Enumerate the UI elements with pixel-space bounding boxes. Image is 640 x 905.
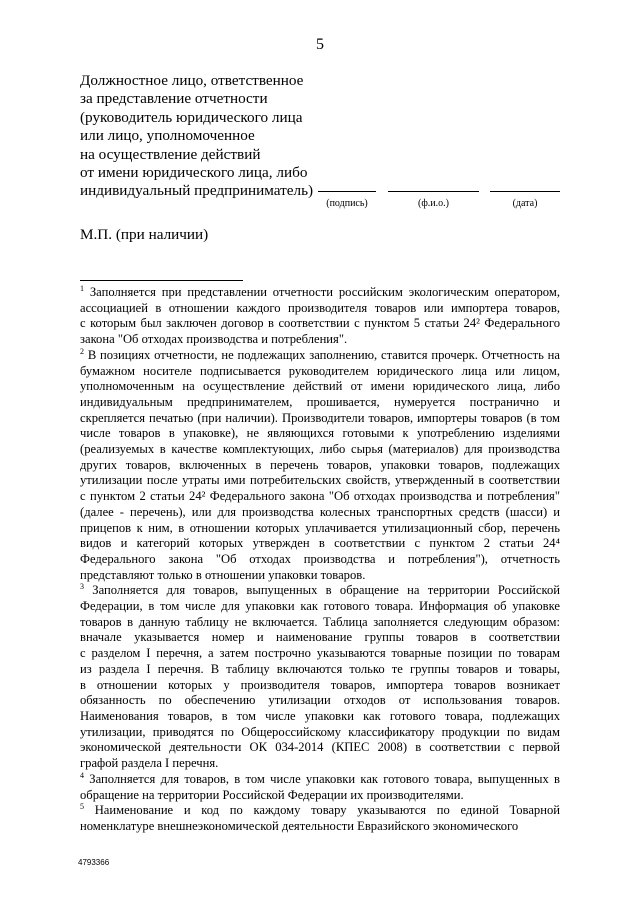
- footnote-line: утилизации, приводятся по Общероссийскому классификатору продукции по видам: [80, 724, 560, 739]
- footnote-4: [80, 772, 560, 803]
- footnote-mark: 5: [80, 802, 84, 812]
- signature-label: (подпись): [326, 198, 368, 209]
- footnote-line: [80, 583, 560, 599]
- footnote-line: из раздела I перечня. В таблицу включаются только те группы товаров и товары,: [80, 661, 560, 676]
- official-line: Должностное лицо, ответственное: [80, 72, 304, 89]
- document-id: 4793366: [78, 858, 110, 867]
- footnotes: [80, 285, 560, 835]
- footnote-line: [80, 285, 560, 301]
- official-line: (руководитель юридического лица: [80, 108, 303, 126]
- footnote-line: Федерации, в том числе для упаковки как готового товара. Информация об упаковке: [80, 599, 560, 614]
- footnote-line: [80, 803, 560, 819]
- footnote-line: графой раздела I перечня.: [80, 756, 219, 771]
- footnote-text: Заполняется при представлении отчетности российским экологическим оператором,: [89, 285, 560, 299]
- responsible-official-block: [80, 72, 340, 201]
- footnote-line: с разделом I перечня, а затем построчно указываются товарные позиции по товарам: [80, 646, 560, 661]
- footnote-line: Наименования товаров, в том числе упаковки как готового товара, подлежащих: [80, 708, 560, 723]
- footnote-line: (реализуемых в качестве комплектующих, либо сырья (материалов) для производства: [80, 442, 560, 457]
- footnote-mark: 1: [80, 283, 84, 293]
- official-line: или лицо, уполномоченное: [80, 127, 255, 145]
- footnote-line: [80, 772, 560, 788]
- footnote-line: скрепляется печатью (при наличии). Производители товаров, импортеры товаров (в том: [80, 410, 560, 425]
- footnote-mark: 3: [80, 582, 84, 592]
- footnote-line: (далее - перечень), или для производства колесных транспортных средств (шасси) и: [80, 504, 560, 519]
- footnote-line: индивидуальным предпринимателем, прошивается, нумеруется постранично и: [80, 394, 560, 409]
- footnote-line: других товаров, включенных в перечень товаров, упаковки товаров, подлежащих: [80, 457, 560, 472]
- footnote-1: [80, 285, 560, 348]
- date-label: (дата): [512, 198, 538, 209]
- footnote-5: [80, 803, 560, 834]
- footnote-text: В позициях отчетности, не подлежащих заполнению, ставится прочерк. Отчетность на: [87, 347, 560, 362]
- footnote-separator: [80, 280, 243, 281]
- footnote-line: с пунктом 2 статьи 24² Федерального закона "Об отходах производства и потребления": [80, 489, 560, 504]
- footnote-text: Заполняется для товаров, выпущенных в обращение на территории Российской: [92, 583, 560, 598]
- footnote-2: [80, 348, 560, 584]
- stamp-place: М.П. (при наличии): [80, 226, 209, 243]
- footnote-text: Наименование и код по каждому товару указываются по единой Товарной: [94, 803, 560, 818]
- footnote-line: в отношении которых у производителя товаров, импортера товаров возникает: [80, 677, 560, 692]
- footnote-line: числе товаров в упаковке), не являющихся готовыми к употреблению изделиями: [80, 426, 560, 441]
- footnote-line: вначале указывается номер и наименование группы товаров в соответствии: [80, 630, 560, 645]
- signature-line: [318, 191, 376, 192]
- footnote-text: Заполняется для товаров, в том числе упаковки как готового товара, выпущенных в: [89, 771, 560, 786]
- footnote-line: экономической деятельности ОК 034-2014 (КПЕС 2008) в соответствии с первой: [80, 740, 560, 755]
- footnote-mark: 2: [80, 346, 84, 356]
- footnote-line: бумажном носителе подписывается руководителем юридического лица или лицом,: [80, 363, 560, 378]
- date-line: [490, 191, 560, 192]
- page-number: 5: [316, 36, 324, 53]
- footnote-line: ассоциацией в отношении каждого производителя товаров или импортера товаров,: [80, 300, 560, 315]
- footnote-line: прицепов к ним, в отношении которых уплачивается утилизационный сбор, перечень: [80, 520, 560, 535]
- official-line: за представление отчетности: [80, 90, 268, 108]
- footnote-line: номенклатуре внешнеэкономической деятельности Евразийского экономического: [80, 818, 519, 833]
- name-label: (ф.и.о.): [418, 198, 449, 209]
- footnote-mark: 4: [80, 770, 84, 780]
- footnote-line: Федерального закона "Об отходах производства и потребления"), отчетность: [80, 551, 560, 566]
- official-line: от имени юридического лица, либо: [80, 164, 308, 182]
- footnote-line: товаров в данную таблицу не включается. Таблица заполняется следующим образом:: [80, 614, 560, 629]
- footnote-line: обязанность по обеспечению утилизации отходов от использования товаров.: [80, 693, 560, 708]
- footnote-line: уполномоченным на осуществление действий от имени юридического лица, либо: [80, 379, 560, 394]
- official-line: индивидуальный предприниматель): [80, 182, 314, 200]
- footnote-line: представляют только в отношении упаковки товаров.: [80, 567, 366, 582]
- footnote-line: закона "Об отходах производства и потребления".: [80, 332, 348, 347]
- footnote-line: [80, 348, 560, 364]
- footnote-line: видов и категорий которых утвержден в соответствии с пунктом 2 статьи 24⁴: [80, 536, 560, 551]
- official-line: на осуществление действий: [80, 145, 261, 163]
- footnote-3: [80, 583, 560, 771]
- name-line: [388, 191, 479, 192]
- footnote-line: утилизации после утраты ими потребительских свойств, утвержденный в соответствии: [80, 473, 560, 488]
- footnote-line: обращение на территории Российской Федерации их производителями.: [80, 787, 464, 802]
- footnote-line: с которым был заключен договор в соответствии с пунктом 5 статьи 24² Федерального: [80, 316, 560, 331]
